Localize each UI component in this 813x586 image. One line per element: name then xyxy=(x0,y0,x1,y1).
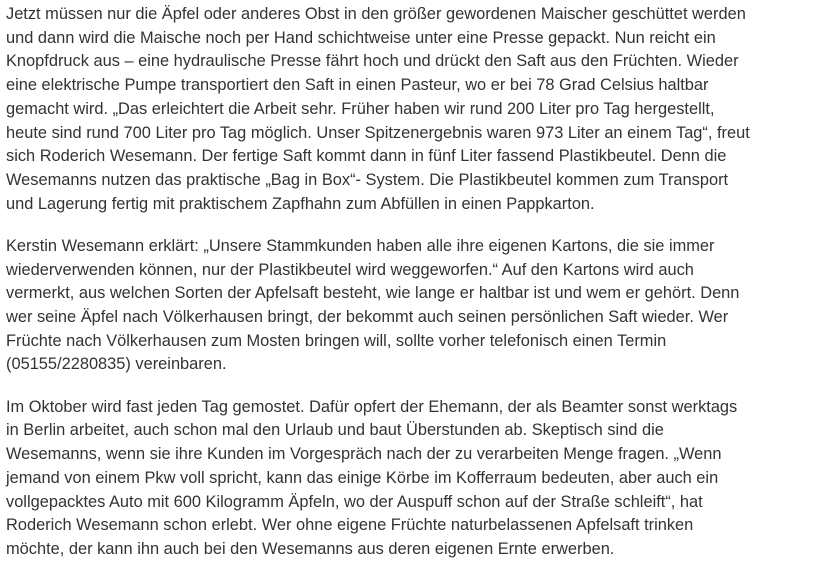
text-line: Roderich Wesemann schon erlebt. Wer ohne eigene Früchte naturbelassenen Apfelsaft trinken xyxy=(6,516,694,535)
text-line: eine elektrische Pumpe transportiert den Saft in einen Pasteur, wo er bei 78 Grad Celsius haltbar xyxy=(6,76,709,95)
article-body xyxy=(6,3,811,562)
text-line: vollgepacktes Auto mit 600 Kilogramm Äpfeln, wo der Auspuff schon auf der Straße schleift“, hat xyxy=(6,492,703,511)
text-line: in Berlin arbeitet, auch schon mal den Urlaub und baut Überstunden ab. Skeptisch sind die xyxy=(6,421,664,440)
text-line: und Lagerung fertig mit praktischem Zapfhahn zum Abfüllen in einen Pappkarton. xyxy=(6,194,595,213)
text-line: Wesemanns, wenn sie ihre Kunden im Vorgespräch nach der zu verarbeiten Menge fragen. „Wenn xyxy=(6,445,722,464)
text-line: wer seine Äpfel nach Völkerhausen bringt, der bekommt auch seinen persönlichen Saft wieder. Wer xyxy=(6,308,729,327)
text-line: und dann wird die Maische noch per Hand schichtweise unter eine Presse gepackt. Nun reicht ein xyxy=(6,28,716,47)
text-line: Im Oktober wird fast jeden Tag gemostet. Dafür opfert der Ehemann, der als Beamter sonst werktags xyxy=(6,397,738,416)
text-line: Früchte nach Völkerhausen zum Mosten bringen will, sollte vorher telefonisch einen Termin xyxy=(6,331,667,350)
text-line: Knopfdruck aus – eine hydraulische Presse fährt hoch und drückt den Saft aus den Früchten. Wieder xyxy=(6,52,739,71)
text-line: Wesemanns nutzen das praktische „Bag in Box“- System. Die Plastikbeutel kommen zum Transport xyxy=(6,170,729,189)
paragraph xyxy=(6,396,811,562)
text-line: jemand von einem Pkw voll spricht, kann das einige Körbe im Kofferraum bedeuten, aber auch ein xyxy=(6,468,719,487)
paragraph-spacer xyxy=(6,377,811,396)
text-line: möchte, der kann ihn auch bei den Wesemanns aus deren eigenen Ernte erwerben. xyxy=(6,539,615,558)
text-line: heute sind rund 700 Liter pro Tag möglich. Unser Spitzenergebnis waren 973 Liter an einem Tag“, freut xyxy=(6,123,750,142)
text-line: wiederverwenden können, nur der Plastikbeutel wird weggeworfen.“ Auf den Kartons wird auch xyxy=(6,260,694,279)
paragraph-spacer xyxy=(6,216,811,235)
text-line: Jetzt müssen nur die Äpfel oder anderes Obst in den größer gewordenen Maischer geschüttet werden xyxy=(6,5,746,23)
paragraph xyxy=(6,235,811,377)
paragraph xyxy=(6,3,811,216)
text-line: Kerstin Wesemann erklärt: „Unsere Stammkunden haben alle ihre eigenen Kartons, die sie immer xyxy=(6,236,715,255)
text-line: vermerkt, aus welchen Sorten der Apfelsaft besteht, wie lange er haltbar ist und wem er gehört. Denn xyxy=(6,284,740,303)
text-line: gemacht wird. „Das erleichtert die Arbeit sehr. Früher haben wir rund 200 Liter pro Tag hergestellt, xyxy=(6,99,715,118)
text-line: (05155/2280835) vereinbaren. xyxy=(6,355,227,374)
text-line: sich Roderich Wesemann. Der fertige Saft kommt dann in fünf Liter fassend Plastikbeutel. Denn die xyxy=(6,147,727,166)
